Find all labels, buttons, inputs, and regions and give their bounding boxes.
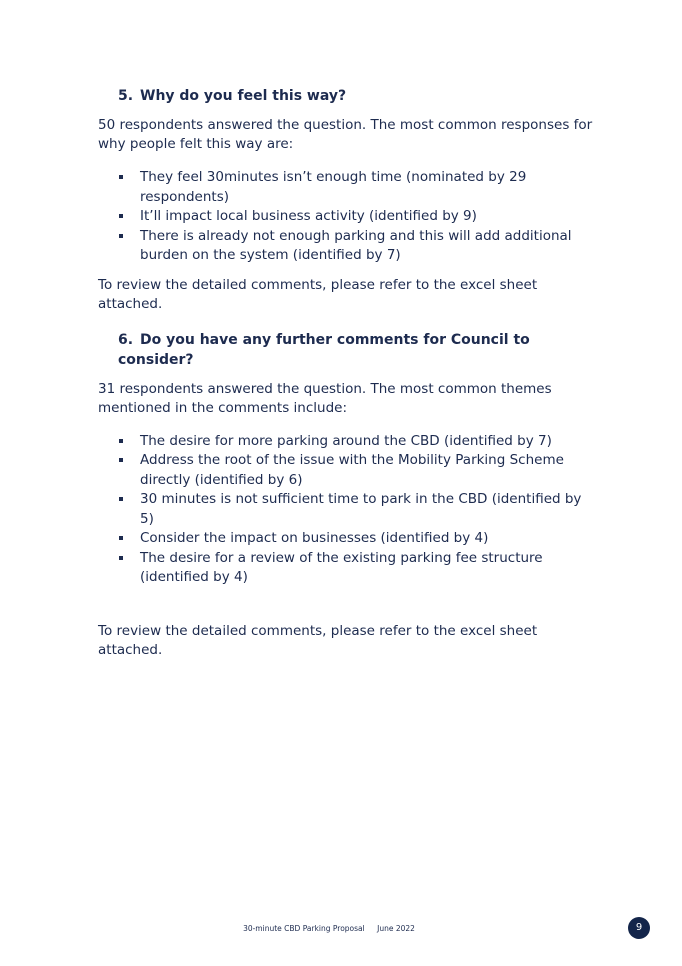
list-item: 30 minutes is not sufficient time to park in the CBD (identified by 5)	[98, 490, 598, 529]
bullet-icon	[119, 439, 123, 443]
footer-date: June 2022	[377, 924, 415, 933]
section-5-outro: To review the detailed comments, please refer to the excel sheet attached.	[98, 276, 538, 312]
section-5-title: Why do you feel this way?	[140, 88, 347, 104]
list-item: The desire for a review of the existing parking fee structure (identified by 4)	[98, 549, 598, 588]
section-5-bullet-list	[98, 168, 598, 266]
section-6-number: 6.	[118, 331, 134, 348]
bullet-icon	[119, 458, 123, 462]
footer-title: 30-minute CBD Parking Proposal	[243, 924, 365, 933]
list-item: There is already not enough parking and this will add additional burden on the system (identified by 7)	[98, 227, 598, 266]
list-item: Consider the impact on businesses (identified by 4)	[98, 529, 598, 549]
section-6-heading	[98, 330, 598, 370]
section-6-title: Do you have any further comments for Council to consider?	[118, 331, 530, 368]
section-6-bullet-list	[98, 432, 598, 588]
list-item: The desire for more parking around the CBD (identified by 7)	[98, 432, 598, 452]
bullet-icon	[119, 234, 123, 238]
list-item: They feel 30minutes isn’t enough time (nominated by 29 respondents)	[98, 168, 598, 207]
list-item: It’ll impact local business activity (identified by 9)	[98, 207, 598, 227]
section-6-intro: 31 respondents answered the question. The most common themes mentioned in the comments include:	[98, 380, 552, 416]
bullet-icon	[119, 556, 123, 560]
bullet-icon	[119, 497, 123, 501]
section-5-number: 5.	[118, 88, 134, 104]
section-5-heading	[98, 86, 598, 106]
footer	[0, 924, 658, 933]
list-item: Address the root of the issue with the Mobility Parking Scheme directly (identified by 6)	[98, 451, 598, 490]
bullet-icon	[119, 214, 123, 218]
section-5-intro: 50 respondents answered the question. The most common responses for why people felt this way are:	[98, 117, 593, 152]
document-body	[98, 86, 598, 660]
section-6-outro: To review the detailed comments, please refer to the excel sheet attached.	[98, 622, 538, 658]
bullet-icon	[119, 536, 123, 540]
page-number-badge: 9	[628, 917, 650, 939]
bullet-icon	[119, 175, 123, 179]
